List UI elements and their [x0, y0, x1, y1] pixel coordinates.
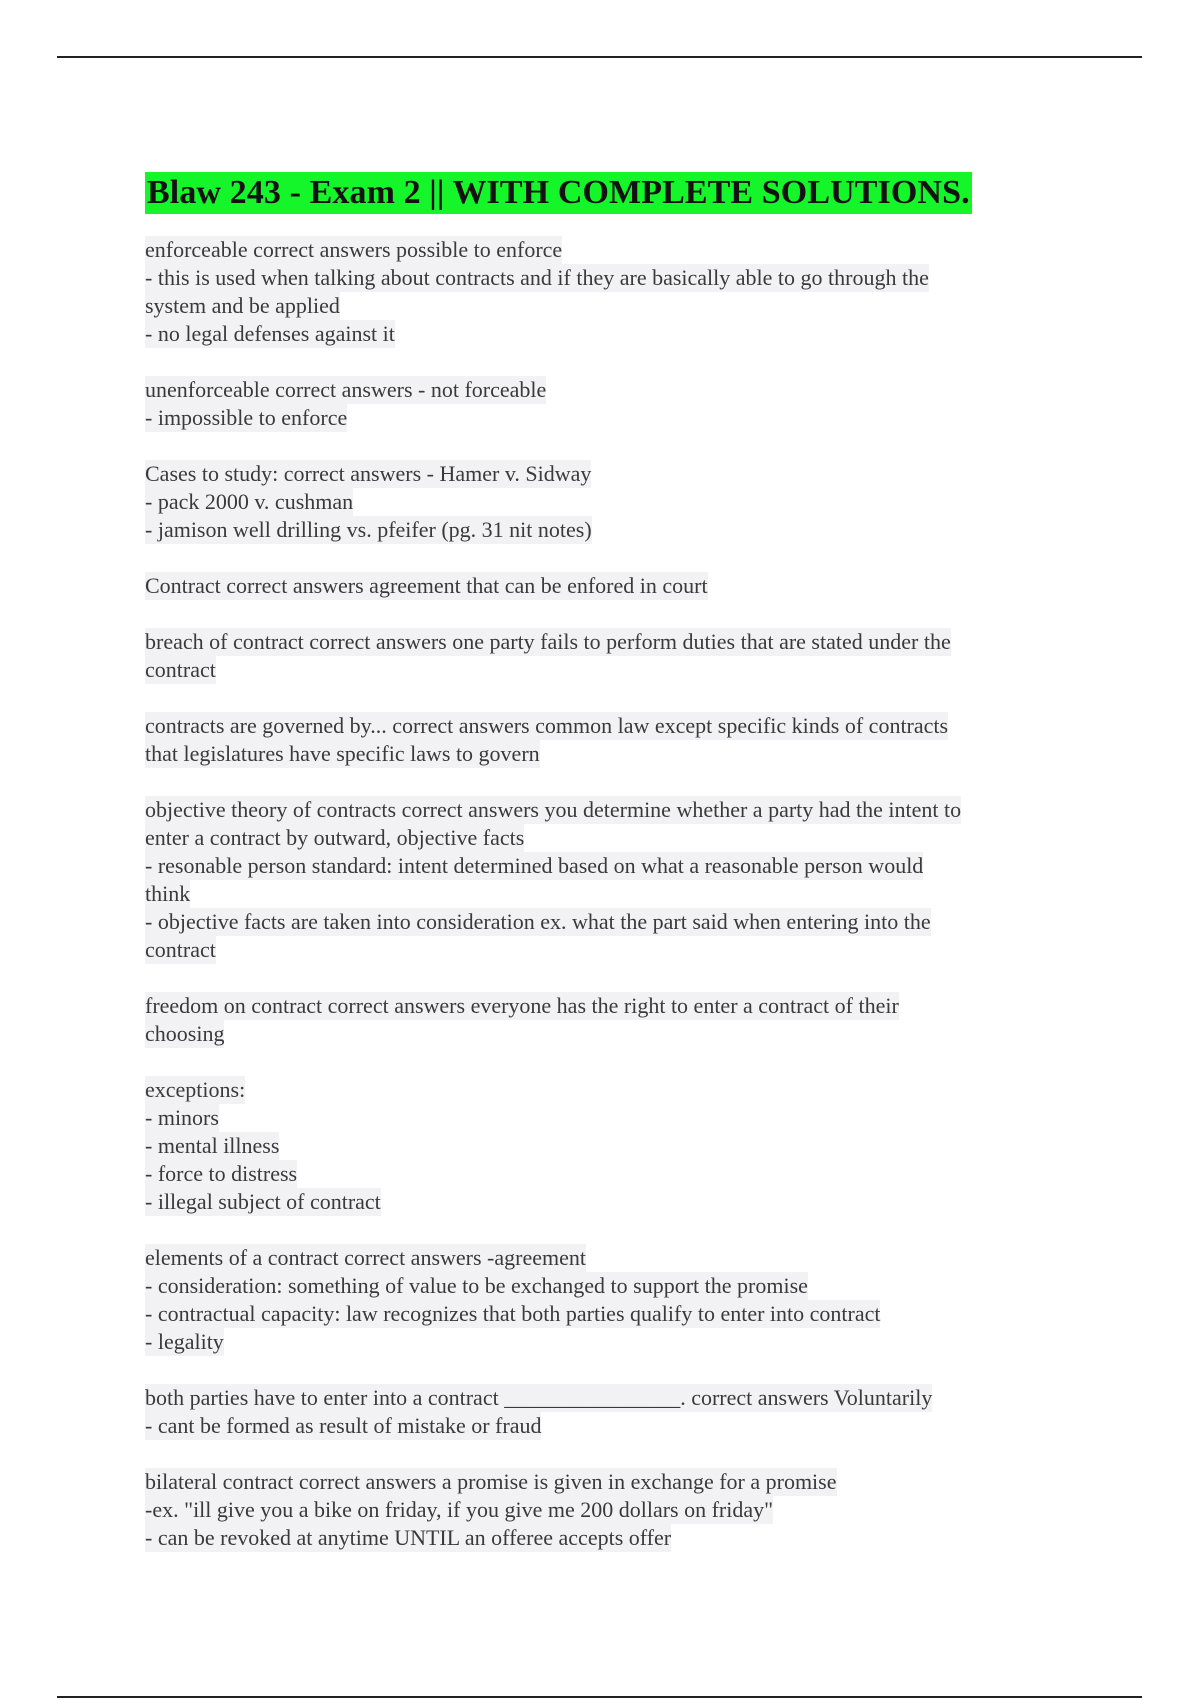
qa-line: elements of a contract correct answers -agreement [145, 1245, 586, 1270]
qa-line: - illegal subject of contract [145, 1189, 381, 1214]
qa-entry [145, 460, 1065, 544]
qa-line: - cant be formed as result of mistake or fraud [145, 1413, 542, 1438]
qa-line: contracts are governed by... correct answers common law except specific kinds of contracts [145, 713, 949, 738]
qa-entry [145, 1468, 1065, 1552]
qa-line: enforceable correct answers possible to enforce [145, 237, 563, 262]
qa-line: - objective facts are taken into consideration ex. what the part said when entering into the [145, 909, 931, 934]
qa-line: - pack 2000 v. cushman [145, 489, 354, 514]
qa-line: unenforceable correct answers - not forceable [145, 377, 547, 402]
qa-line: - mental illness [145, 1133, 280, 1158]
qa-entry [145, 712, 1065, 768]
qa-line: Contract correct answers agreement that can be enfored in court [145, 573, 708, 598]
qa-line: - contractual capacity: law recognizes that both parties qualify to enter into contract [145, 1301, 881, 1326]
qa-line: - can be revoked at anytime UNTIL an offeree accepts offer [145, 1525, 672, 1550]
qa-entry [145, 376, 1065, 432]
qa-line: - consideration: something of value to be exchanged to support the promise [145, 1273, 808, 1298]
qa-line: - minors [145, 1105, 219, 1130]
qa-line: system and be applied [145, 293, 340, 318]
qa-entry [145, 796, 1065, 964]
qa-entry [145, 628, 1065, 684]
qa-line: bilateral contract correct answers a promise is given in exchange for a promise [145, 1469, 837, 1494]
qa-line: enter a contract by outward, objective facts [145, 825, 525, 850]
qa-entry [145, 236, 1065, 348]
qa-entry [145, 1076, 1065, 1216]
qa-line: that legislatures have specific laws to govern [145, 741, 540, 766]
qa-line: -ex. "ill give you a bike on friday, if you give me 200 dollars on friday" [145, 1497, 774, 1522]
qa-entry [145, 572, 1065, 600]
qa-line: - resonable person standard: intent determined based on what a reasonable person would [145, 853, 924, 878]
qa-line: choosing [145, 1021, 225, 1046]
qa-entry [145, 1384, 1065, 1440]
qa-line: contract [145, 657, 216, 682]
qa-line: - jamison well drilling vs. pfeifer (pg. 31 nit notes) [145, 517, 592, 542]
qa-line: contract [145, 937, 216, 962]
qa-line: - impossible to enforce [145, 405, 348, 430]
qa-line: both parties have to enter into a contract ________________. correct answers Voluntarily [145, 1385, 933, 1410]
document-title: Blaw 243 - Exam 2 || WITH COMPLETE SOLUTIONS. [145, 172, 972, 214]
qa-line: objective theory of contracts correct answers you determine whether a party had the intent to [145, 797, 962, 822]
document-body [145, 172, 1065, 1580]
qa-entries [145, 236, 1065, 1552]
qa-line: - legality [145, 1329, 224, 1354]
qa-line: Cases to study: correct answers - Hamer v. Sidway [145, 461, 592, 486]
qa-entry [145, 1244, 1065, 1356]
qa-line: - force to distress [145, 1161, 298, 1186]
bottom-rule [57, 1696, 1142, 1698]
qa-line: exceptions: [145, 1077, 246, 1102]
qa-line: - this is used when talking about contracts and if they are basically able to go through the [145, 265, 929, 290]
qa-line: freedom on contract correct answers everyone has the right to enter a contract of their [145, 993, 899, 1018]
qa-entry [145, 992, 1065, 1048]
qa-line: breach of contract correct answers one party fails to perform duties that are stated under the [145, 629, 951, 654]
qa-line: think [145, 881, 191, 906]
qa-line: - no legal defenses against it [145, 321, 395, 346]
top-rule [57, 56, 1142, 58]
